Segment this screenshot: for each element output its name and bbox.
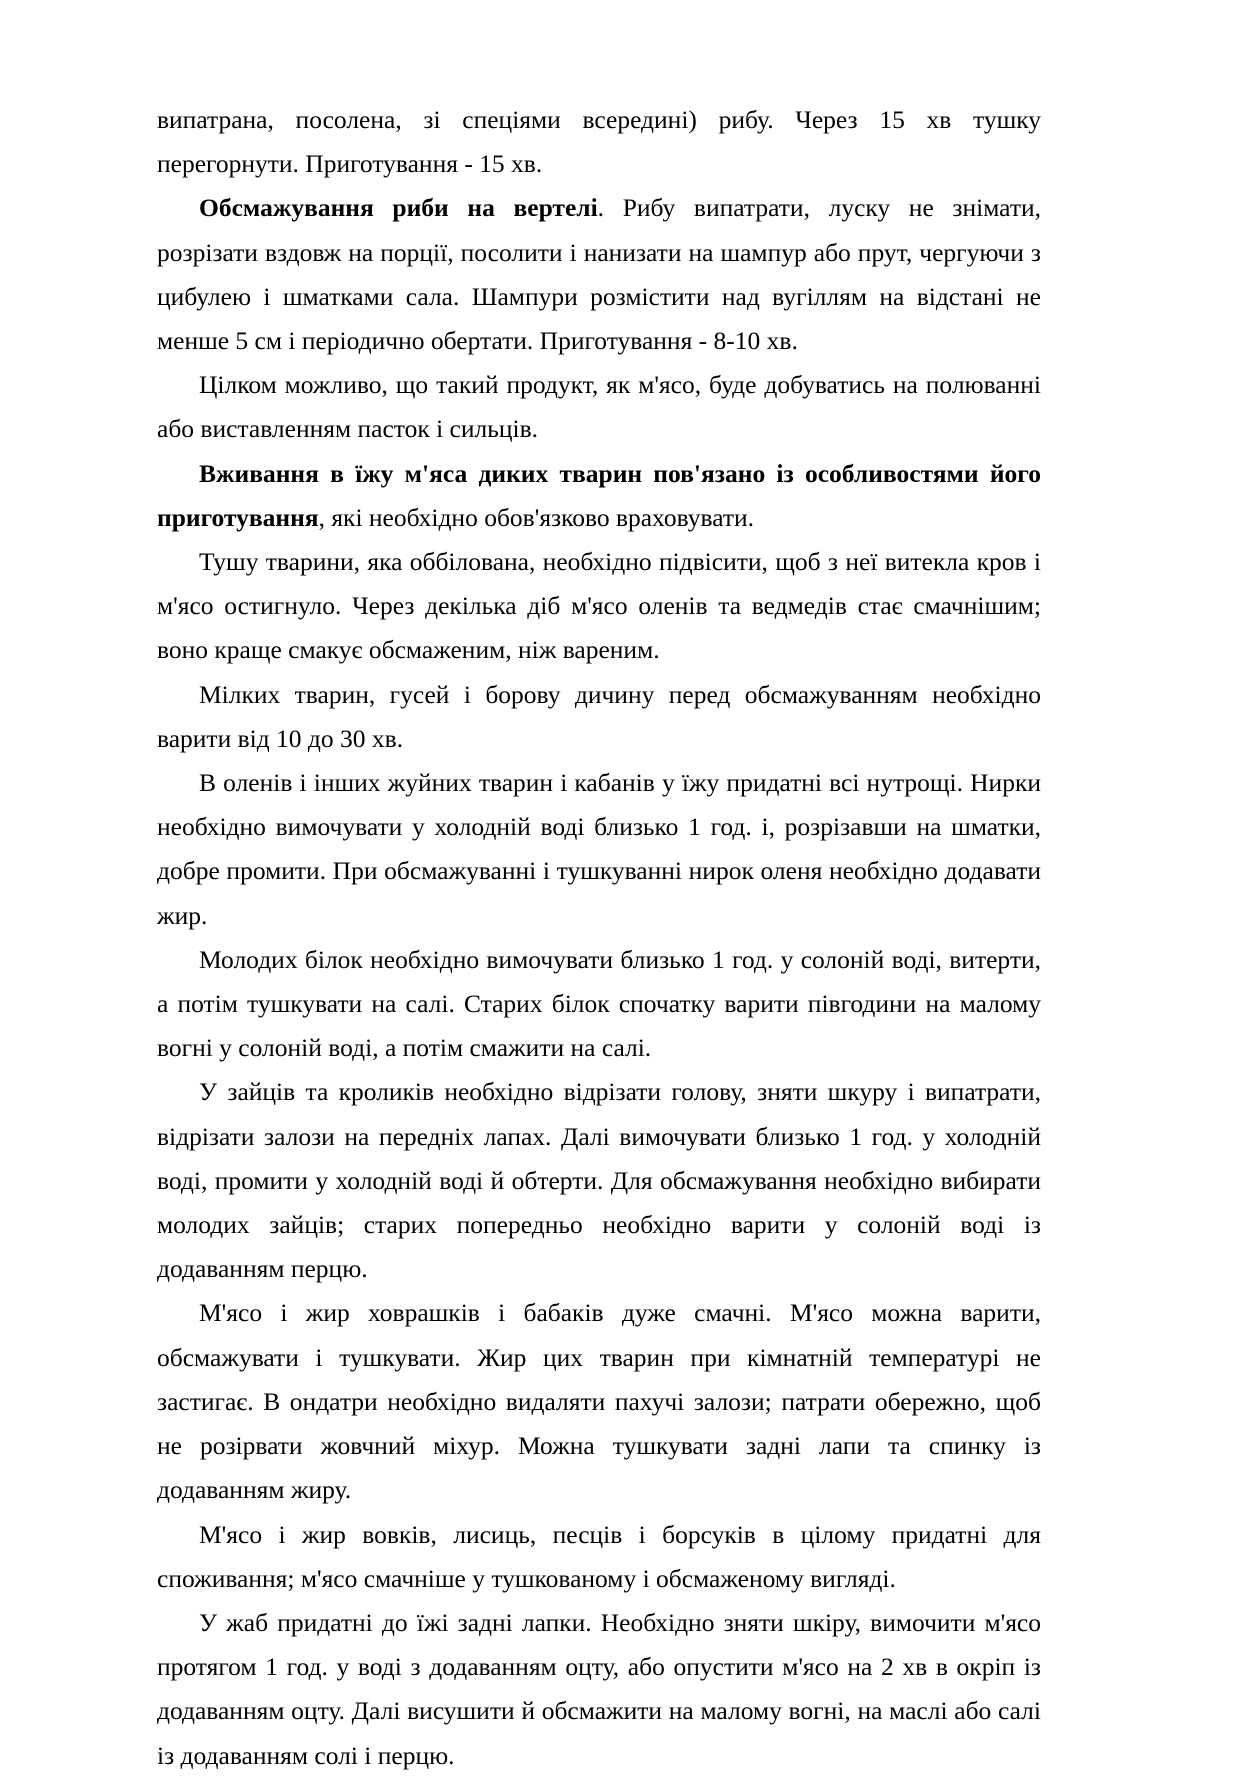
paragraph	[157, 1070, 1041, 1291]
paragraph-bold-lead: Обсмажування риби на вертелі	[199, 193, 598, 223]
paragraph	[157, 363, 1041, 451]
paragraph-text: М'ясо і жир ховрашків і бабаків дуже смачні. М'ясо можна варити, обсмажувати і тушкувати. Жир цих тварин при кімнатній температурі не застигає. В ондатри необхідно видаляти пахучі залози; патрати обережно, щоб не розірвати жовчний міхур. Можна тушкувати задні лапи та спинку із додаванням жиру.	[157, 1298, 1041, 1505]
text-column	[157, 98, 1041, 1778]
paragraph	[157, 1291, 1041, 1512]
paragraph-text: Молодих білок необхідно вимочувати близько 1 год. у солоній воді, витерти, а потім тушкувати на салі. Старих білок спочатку варити півгодини на малому вогні у солоній воді, а потім смажити на салі.	[157, 944, 1041, 1063]
paragraph-text: Мілких тварин, гусей і борову дичину перед обсмажуванням необхідно варити від 10 до 30 хв.	[157, 679, 1041, 753]
paragraph-text: Тушу тварини, яка оббілована, необхідно підвісити, щоб з неї витекла кров і м'ясо остигнуло. Через декілька діб м'ясо оленів та ведмедів стає смачнішим; воно краще смакує обсмаженим, ніж вареним.	[157, 547, 1041, 665]
paragraph	[157, 98, 1041, 186]
paragraph	[157, 673, 1041, 761]
paragraph-text: випатрана, посолена, зі спеціями всередині) рибу. Через 15 хв тушку перегорнути. Приготування - 15 хв.	[157, 105, 1041, 179]
paragraph-text: Цілком можливо, що такий продукт, як м'ясо, буде добуватись на полюванні або виставленням пасток і сильців.	[157, 370, 1041, 444]
paragraph	[157, 540, 1041, 673]
paragraph-bold-lead: Вживання в їжу м'яса диких тварин пов'язано із особливостями його приготування	[157, 458, 1041, 532]
paragraph-text: М'ясо і жир вовків, лисиць, песців і борсуків в цілому придатні для споживання; м'ясо смачніше у тушкованому і обсмаженому вигляді.	[157, 1519, 1041, 1593]
paragraph-text: У жаб придатні до їжі задні лапки. Необхідно зняти шкіру, вимочити м'ясо протягом 1 год. у воді з додаванням оцту, або опустити м'ясо на 2 хв в окріп із додаванням оцту. Далі висушити й обсмажити на малому вогні, на маслі або салі із додаванням солі і перцю.	[157, 1607, 1041, 1770]
paragraph-text: . Рибу випатрати, луску не знімати, розрізати вздовж на порції, посолити і нанизати на шампур або прут, чергуючи з цибулею і шматками сала. Шампури розмістити над вугіллям на відстані не менше 5 см і періодично обертати. Приготування - 8-10 хв.	[157, 193, 1042, 356]
paragraph-text: У зайців та кроликів необхідно відрізати голову, зняти шкуру і випатрати, відрізати залози на передніх лапах. Далі вимочувати близько 1 год. у холодній воді, промити у холодній воді й обтерти. Для обсмажування необхідно вибирати молодих зайців; старих попередньо необхідно варити у солоній воді із додаванням перцю.	[157, 1077, 1041, 1284]
paragraph-text: , які необхідно обов'язково враховувати.	[318, 502, 755, 532]
paragraph	[157, 452, 1041, 540]
paragraph-text: В оленів і інших жуйних тварин і кабанів у їжу придатні всі нутрощі. Нирки необхідно вимочувати у холодній воді близько 1 год. і, розрізавши на шматки, добре промити. При обсмажуванні і тушкуванні нирок оленя необхідно додавати жир.	[157, 768, 1041, 930]
paragraph	[157, 761, 1041, 938]
paragraph	[157, 938, 1041, 1071]
paragraph	[157, 1601, 1041, 1778]
paragraph	[157, 186, 1041, 363]
paragraph	[157, 1513, 1041, 1601]
